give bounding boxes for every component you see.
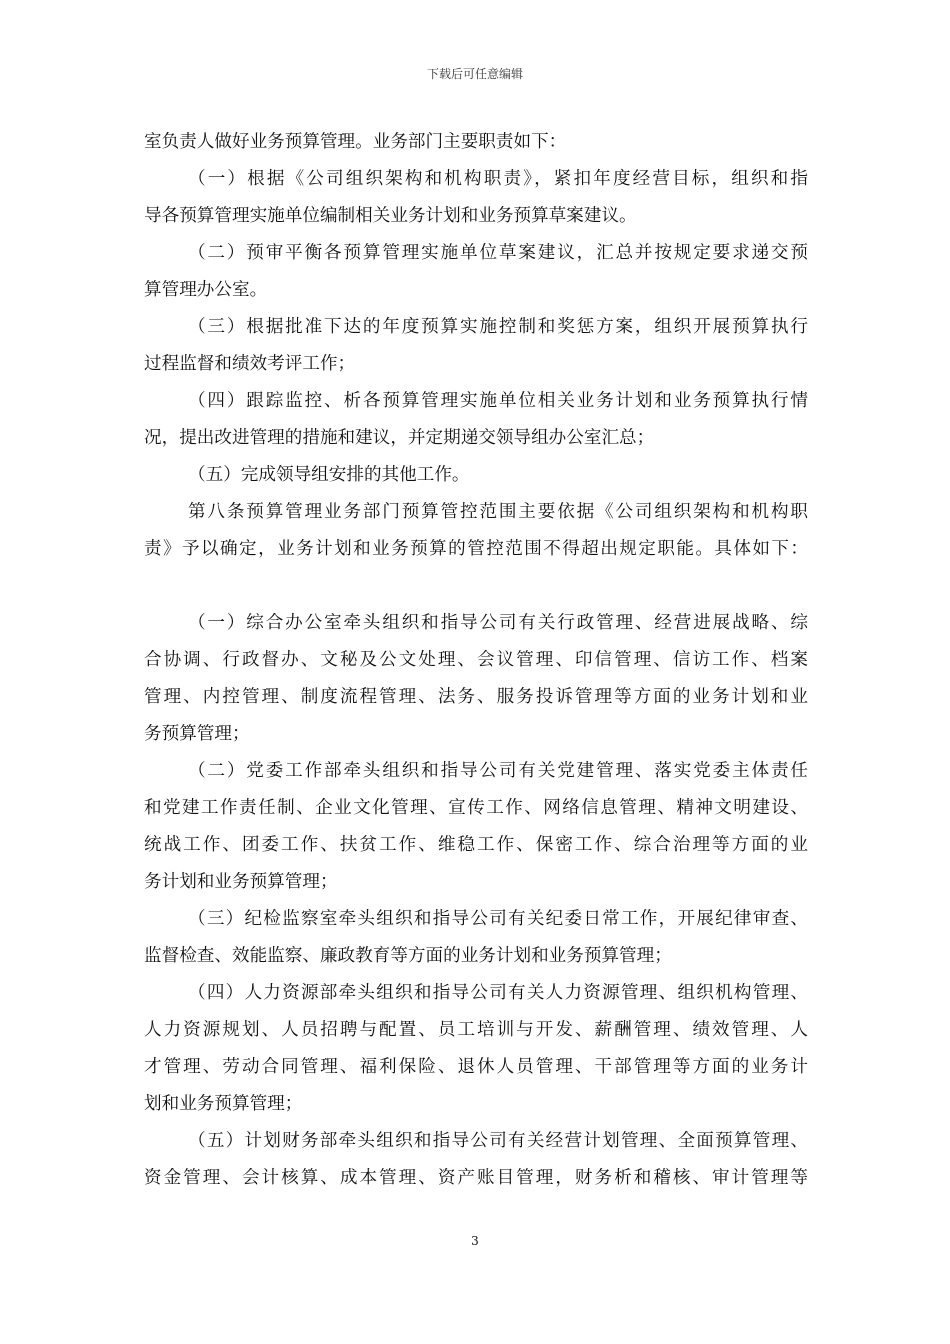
page-number: 3 <box>471 1234 479 1248</box>
paragraph-line: 才管理、劳动合同管理、福利保险、退休人员管理、干部管理等方面的业务计 <box>144 1057 808 1077</box>
paragraph-line: 务预算管理； <box>144 724 250 744</box>
document-body <box>144 124 808 1197</box>
paragraph-line: 导各预算管理实施单位编制相关业务计划和业务预算草案建议。 <box>144 206 637 226</box>
paragraph-line: 和党建工作责任制、企业文化管理、宣传工作、网络信息管理、精神文明建设、 <box>144 798 808 818</box>
paragraph-line: 第八条预算管理业务部门预算管控范围主要依据《公司组织架构和机构职 <box>188 502 808 522</box>
paragraph-line: （四）跟踪监控、析各预算管理实施单位相关业务计划和业务预算执行情 <box>188 391 808 411</box>
paragraph-line: （四）人力资源部牵头组织和指导公司有关人力资源管理、组织机构管理、 <box>188 983 808 1003</box>
paragraph-line: 资金管理、会计核算、成本管理、资产账目管理，财务析和稽核、审计管理等 <box>144 1168 808 1188</box>
paragraph-line: 务计划和业务预算管理； <box>144 872 338 892</box>
paragraph-line: （三）纪检监察室牵头组织和指导公司有关纪委日常工作，开展纪律审查、 <box>188 909 808 929</box>
paragraph-line: （五）完成领导组安排的其他工作。 <box>188 465 470 485</box>
page-header: 下载后可任意编辑 <box>426 67 523 81</box>
paragraph-line: 人力资源规划、人员招聘与配置、员工培训与开发、薪酬管理、绩效管理、人 <box>144 1020 808 1040</box>
paragraph-line: 室负责人做好业务预算管理。业务部门主要职责如下： <box>144 132 567 152</box>
paragraph-line: （二）预审平衡各预算管理实施单位草案建议，汇总并按规定要求递交预 <box>188 243 808 263</box>
paragraph-line: （二）党委工作部牵头组织和指导公司有关党建管理、落实党委主体责任 <box>188 761 808 781</box>
paragraph-line: 责》予以确定，业务计划和业务预算的管控范围不得超出规定职能。具体如下： <box>144 539 808 559</box>
paragraph-line: 合协调、行政督办、文秘及公文处理、会议管理、印信管理、信访工作、档案 <box>144 650 808 670</box>
paragraph-line: （三）根据批准下达的年度预算实施控制和奖惩方案，组织开展预算执行 <box>188 317 808 337</box>
paragraph-line: 监督检查、效能监察、廉政教育等方面的业务计划和业务预算管理； <box>144 946 672 966</box>
paragraph-line: 统战工作、团委工作、扶贫工作、维稳工作、保密工作、综合治理等方面的业 <box>144 835 808 855</box>
paragraph-line: 况，提出改进管理的措施和建议，并定期递交领导组办公室汇总； <box>144 428 655 448</box>
paragraph-line: （一）根据《公司组织架构和机构职责》，紧扣年度经营目标，组织和指 <box>188 169 808 189</box>
paragraph-line: （一）综合办公室牵头组织和指导公司有关行政管理、经营进展战略、综 <box>188 613 808 633</box>
paragraph-line: （五）计划财务部牵头组织和指导公司有关经营计划管理、全面预算管理、 <box>188 1131 808 1151</box>
paragraph-line: 划和业务预算管理； <box>144 1094 303 1114</box>
paragraph-line: 过程监督和绩效考评工作； <box>144 354 356 374</box>
paragraph-line: 算管理办公室。 <box>144 280 268 300</box>
paragraph-line: 管理、内控管理、制度流程管理、法务、服务投诉管理等方面的业务计划和业 <box>144 687 808 707</box>
